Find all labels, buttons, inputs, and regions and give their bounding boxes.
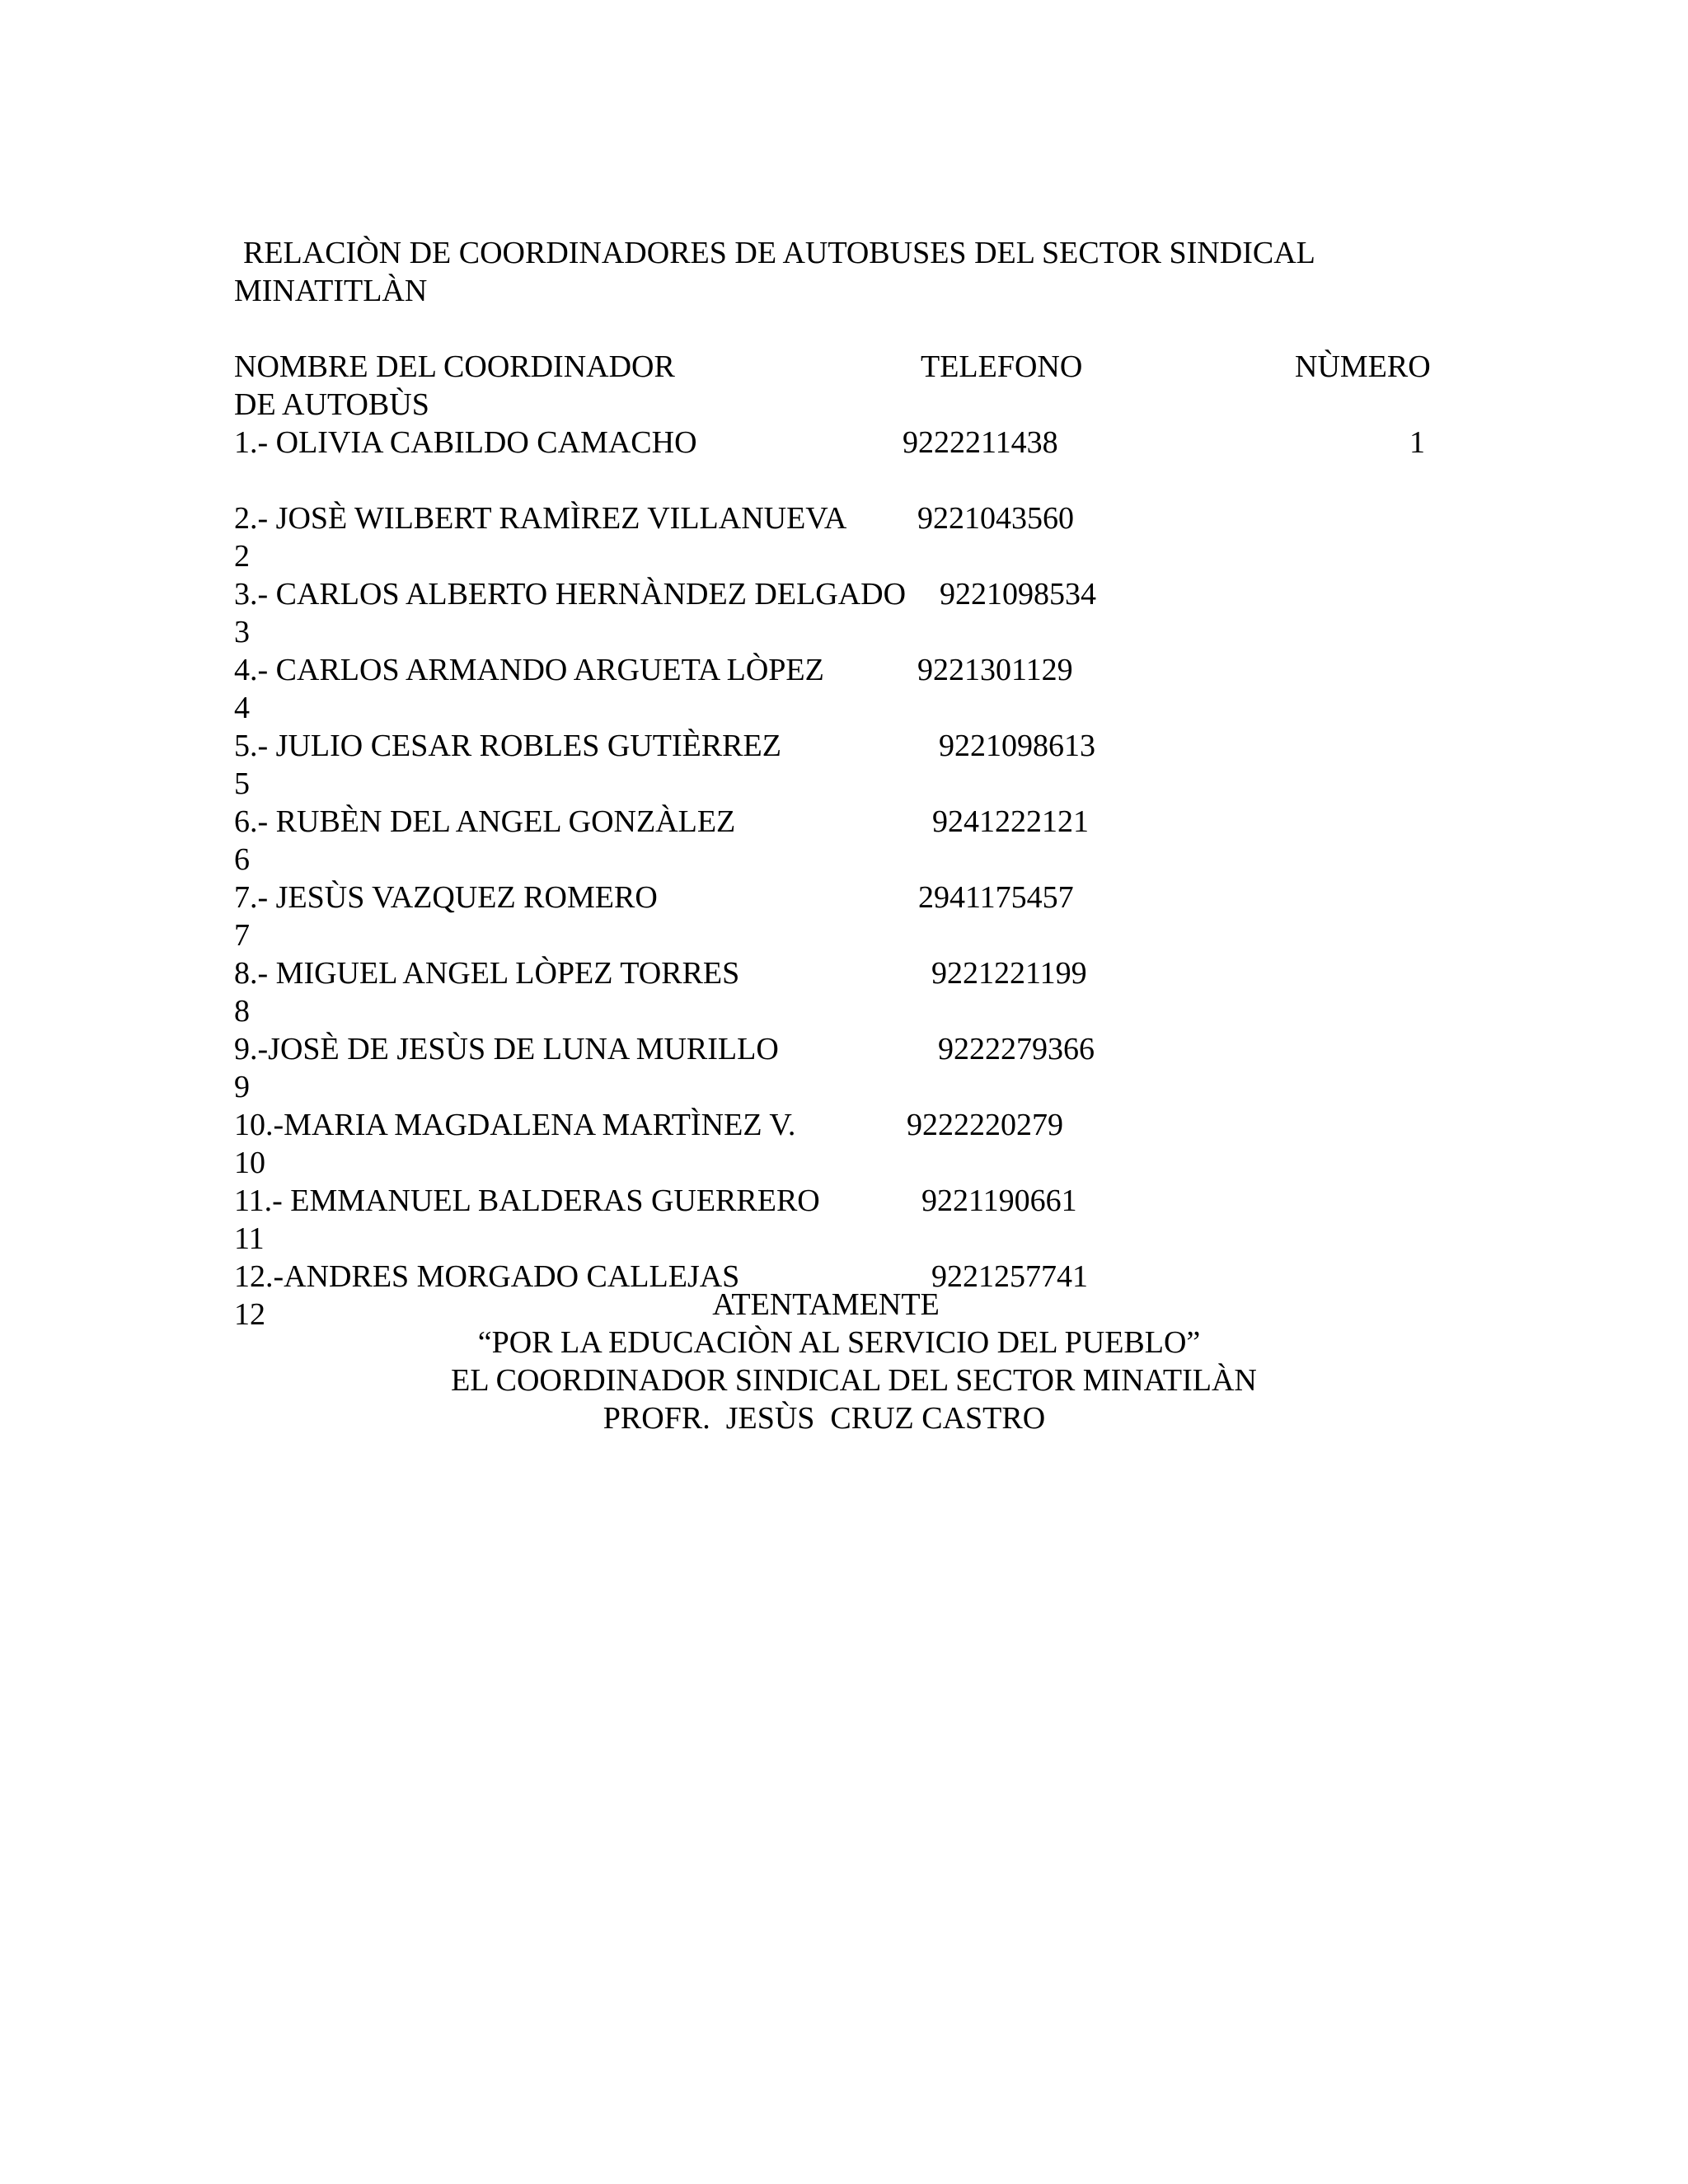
coordinator-name: 12.-ANDRES MORGADO CALLEJAS [234,1259,740,1294]
column-header-name: NOMBRE DEL COORDINADOR [234,349,675,384]
closing-motto: “POR LA EDUCACIÒN AL SERVICIO DEL PUEBLO” [477,1325,1201,1360]
coordinator-name: 8.- MIGUEL ANGEL LÒPEZ TORRES [234,956,740,991]
closing-signer-title: EL COORDINADOR SINDICAL DEL SECTOR MINATILÀN [451,1363,1257,1398]
coordinator-phone: 9221098613 [939,729,1095,763]
coordinator-name: 6.- RUBÈN DEL ANGEL GONZÀLEZ [234,804,736,839]
coordinator-name: 7.- JESÙS VAZQUEZ ROMERO [234,880,658,915]
coordinator-name: 5.- JULIO CESAR ROBLES GUTIÈRREZ [234,729,781,763]
bus-number: 7 [234,918,250,953]
bus-number: 4 [234,691,250,725]
coordinator-phone: 9221221199 [931,956,1087,991]
bus-number: 6 [234,842,250,877]
coordinator-name: 1.- OLIVIA CABILDO CAMACHO [234,425,697,460]
coordinator-name: 10.-MARIA MAGDALENA MARTÌNEZ V. [234,1108,796,1142]
coordinator-name: 11.- EMMANUEL BALDERAS GUERRERO [234,1183,820,1218]
column-header-phone: TELEFONO [921,349,1083,384]
closing-salutation: ATENTAMENTE [712,1287,940,1322]
document-title-line-1: RELACIÒN DE COORDINADORES DE AUTOBUSES DEL SECTOR SINDICAL [243,236,1315,270]
coordinator-phone: 9221043560 [917,501,1074,536]
coordinator-phone: 9221301129 [917,653,1073,687]
bus-number: 1 [1409,425,1425,460]
coordinator-phone: 9221190661 [921,1183,1077,1218]
closing-signer-name: PROFR. JESÙS CRUZ CASTRO [603,1401,1046,1436]
coordinator-name: 9.-JOSÈ DE JESÙS DE LUNA MURILLO [234,1032,779,1066]
coordinator-phone: 9222220279 [907,1108,1063,1142]
bus-number: 10 [234,1146,265,1180]
coordinator-phone: 2941175457 [918,880,1074,915]
document-title-line-2: MINATITLÀN [234,274,428,308]
coordinator-phone: 9222279366 [938,1032,1095,1066]
bus-number: 5 [234,766,250,801]
coordinator-phone: 9222211438 [903,425,1058,460]
coordinator-name: 3.- CARLOS ALBERTO HERNÀNDEZ DELGADO [234,577,907,612]
coordinator-phone: 9221257741 [931,1259,1088,1294]
bus-number: 9 [234,1070,250,1104]
bus-number: 11 [234,1221,265,1256]
bus-number: 8 [234,994,250,1029]
column-header-number: NÙMERO [1295,349,1431,384]
coordinator-name: 4.- CARLOS ARMANDO ARGUETA LÒPEZ [234,653,824,687]
coordinator-phone: 9241222121 [932,804,1089,839]
coordinator-phone: 9221098534 [940,577,1096,612]
bus-number: 12 [234,1297,265,1332]
column-header-number-continued: DE AUTOBÙS [234,387,429,422]
bus-number: 3 [234,615,250,649]
coordinator-name: 2.- JOSÈ WILBERT RAMÌREZ VILLANUEVA [234,501,847,536]
bus-number: 2 [234,539,250,574]
